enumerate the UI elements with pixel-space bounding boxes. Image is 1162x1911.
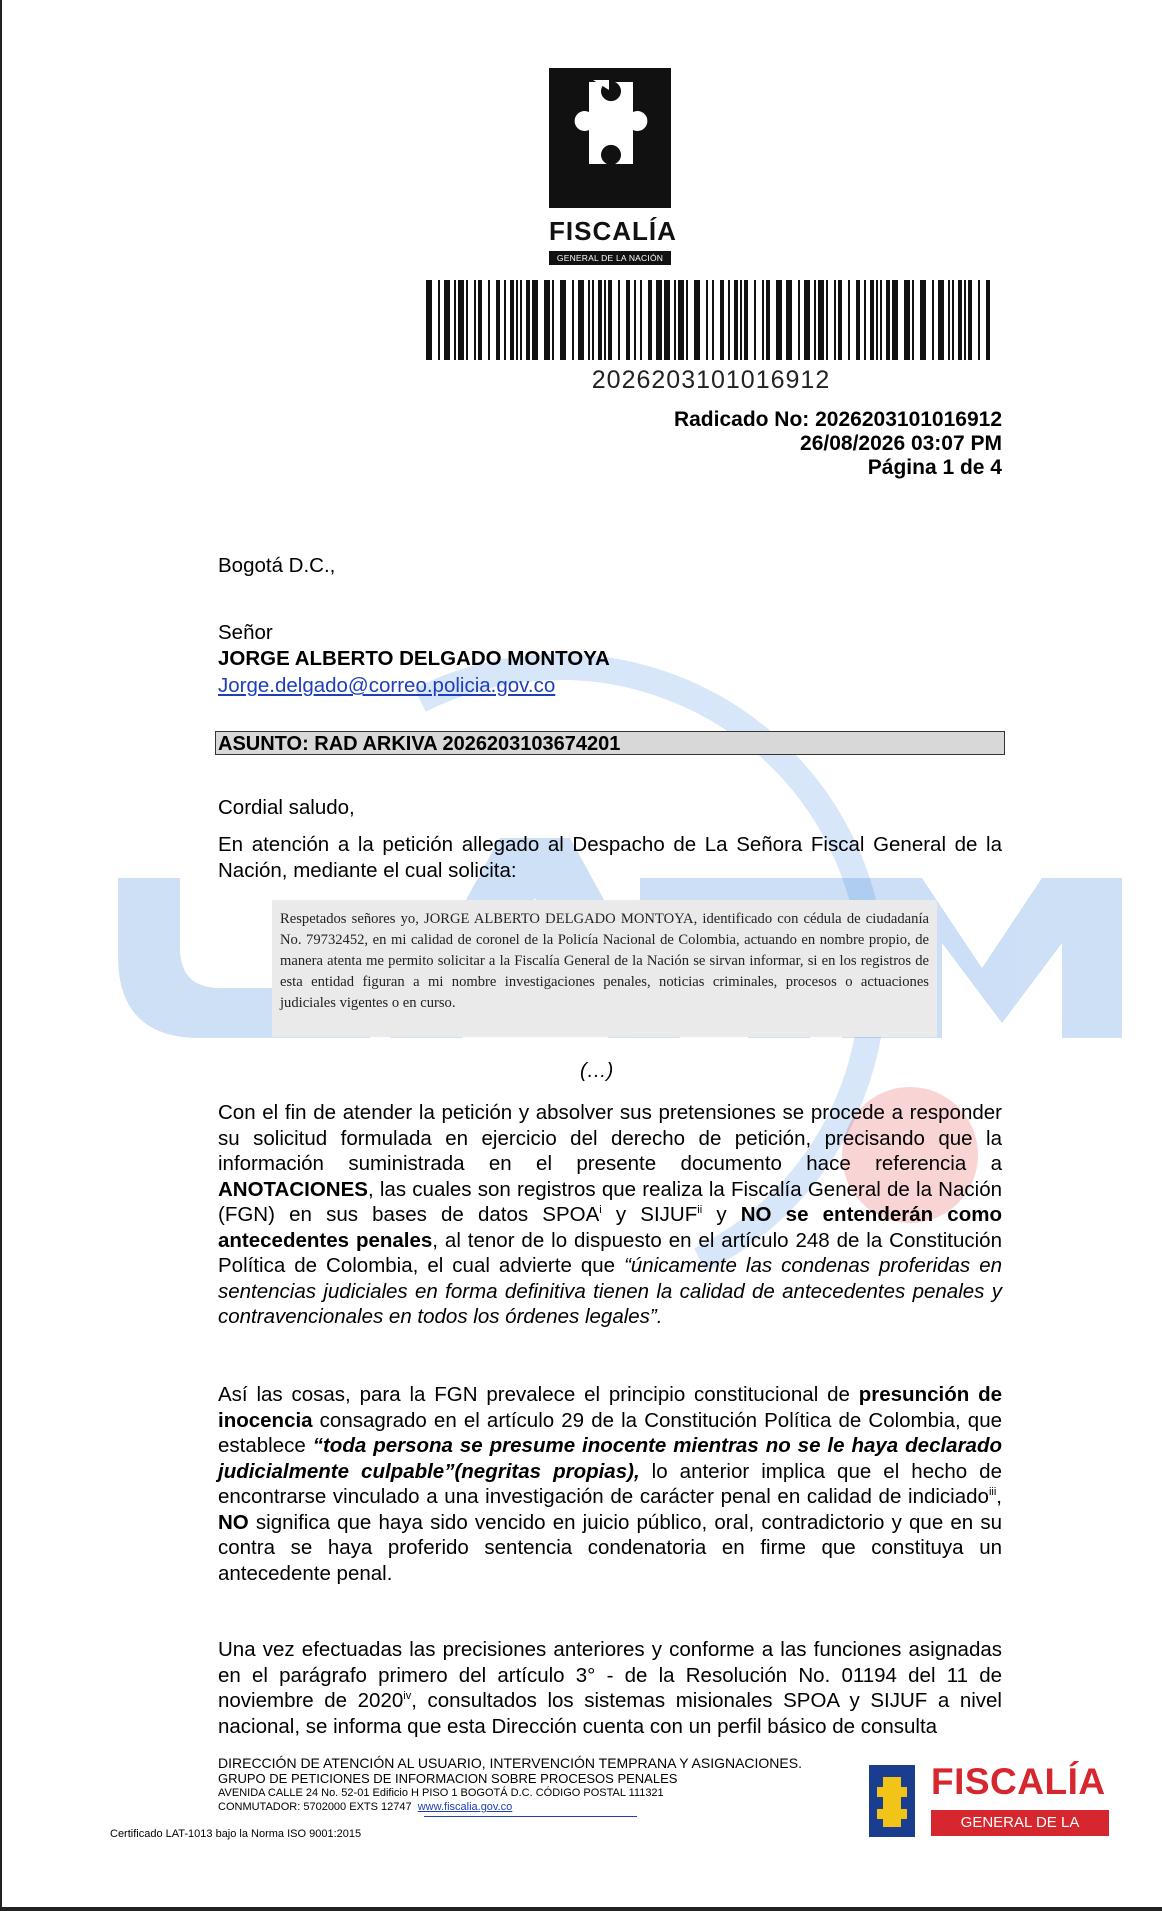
barcode-bar: [986, 280, 990, 360]
p1-no-antecedentes: NO se entenderán como antecedentes penales: [218, 1203, 1002, 1252]
barcode-bar: [604, 280, 606, 360]
footer-grupo: GRUPO DE PETICIONES DE INFORMACION SOBRE PROCESOS PENALES: [218, 1771, 678, 1786]
barcode: [426, 280, 996, 360]
barcode-bar: [834, 280, 836, 360]
colombia-emblem-icon: [869, 1765, 915, 1837]
barcode-bar: [640, 280, 642, 360]
barcode-bar: [826, 280, 828, 360]
barcode-bar: [592, 280, 594, 360]
barcode-bar: [904, 280, 910, 360]
barcode-bar: [786, 280, 792, 360]
barcode-bar: [544, 280, 550, 360]
p2-text-c: consagrado en el artículo 29 de la Constitución Política de Colombia, que establece: [218, 1408, 1002, 1457]
page-indicator: Página 1 de 4: [867, 456, 1002, 479]
barcode-bar: [728, 280, 730, 360]
p1-quote: “únicamente las condenas proferidas en sentencias judiciales en forma definitiva tienen la calidad de antecedentes penales y contravencionales en todos los órdenes legales”.: [218, 1254, 1002, 1328]
barcode-bar: [656, 280, 662, 360]
p2-no: NO: [218, 1510, 249, 1534]
barcode-bar: [856, 280, 860, 360]
p2-quote: “toda persona se presume inocente mientras no se le haya declarado judicialmente culpable”(negritas propias),: [218, 1434, 1003, 1483]
barcode-bar: [920, 280, 926, 360]
logo-subtitle: GENERAL DE LA NACIÓN: [549, 251, 671, 265]
barcode-number: 2026203101016912: [591, 366, 831, 394]
barcode-bar: [426, 280, 432, 360]
barcode-bar: [634, 280, 636, 360]
p1-text-a: Con el fin de atender la petición y absolver sus pretensiones se procede a responder su solicitud formulada en ejercicio del derecho de petición, precisando que la información suministrada en el presente documento hace referencia a: [218, 1101, 1002, 1175]
footer-fiscalia-logo: [869, 1761, 1112, 1857]
p2-text-e: lo anterior implica que el hecho de encontrarse vinculado a una investigación de carácter penal en calidad de indiciado: [218, 1459, 1002, 1508]
footer-website-link[interactable]: www.fiscalia.gov.co: [417, 1801, 513, 1813]
barcode-bar: [744, 280, 748, 360]
barcode-bar: [754, 280, 756, 360]
footer-address: [218, 1755, 868, 1814]
barcode-bar: [516, 280, 518, 360]
barcode-bar: [740, 280, 742, 360]
barcode-bar: [938, 280, 944, 360]
barcode-bar: [978, 280, 980, 360]
barcode-bar: [674, 280, 676, 360]
p1-text-c: , las cuales son registros que realiza la Fiscalía General de la Nación (FGN) en sus bases de datos SPOA: [218, 1177, 1002, 1226]
barcode-bar: [598, 280, 602, 360]
barcode-bar: [818, 280, 824, 360]
barcode-bar: [968, 280, 972, 360]
footer-direccion: DIRECCIÓN DE ATENCIÓN AL USUARIO, INTERVENCIÓN TEMPRANA Y ASIGNACIONES.: [218, 1755, 802, 1771]
barcode-bar: [578, 280, 584, 360]
barcode-bar: [626, 280, 630, 360]
p1-text-e: y: [702, 1203, 741, 1226]
p3-text-a: Una vez efectuadas las precisiones anteriores y conforme a las funciones asignadas en el parágrafo primero del artículo 3° - de la Resolución No. 01194 del 11 de noviembre de 2020: [218, 1638, 1002, 1712]
barcode-bar: [504, 280, 506, 360]
barcode-bar: [932, 280, 934, 360]
logo-title: FISCALÍA: [549, 216, 677, 246]
barcode-bar: [648, 280, 652, 360]
p2-text-a: Así las cosas, para la FGN prevalece el principio constitucional de: [218, 1383, 859, 1406]
barcode-bar: [560, 280, 566, 360]
barcode-bar: [912, 280, 914, 360]
quoted-request: Respetados señores yo, JORGE ALBERTO DELGADO MONTOYA, identificado con cédula de ciudadanía No. 79732452, en mi calidad de coronel de la Policía Nacional de Colombia, actuando en nombre propio, de manera atenta me permito solicitar a la Fiscalía General de la Nación se sirvan informar, si en los registros de esta entidad figuran a mi nombre investigaciones penales, noticias criminales, procesos o actuaciones judiciales vigentes o en curso.: [272, 900, 937, 1037]
puzzle-emblem: [549, 68, 671, 208]
barcode-bar: [664, 280, 670, 360]
barcode-bar: [848, 280, 850, 360]
recipient-name: JORGE ALBERTO DELGADO MONTOYA: [218, 647, 610, 670]
barcode-bar: [496, 280, 500, 360]
barcode-bar: [552, 280, 554, 360]
footer-avenida: AVENIDA CALLE 24 No. 52-01 Edificio H PISO 1 BOGOTÁ D.C. CÓDIGO POSTAL 111321: [218, 1787, 664, 1799]
footnote-ref-iv[interactable]: iv: [403, 1690, 412, 1703]
barcode-bar: [876, 280, 878, 360]
footer-underline: [424, 1816, 637, 1817]
barcode-bar: [886, 280, 890, 360]
greeting: Cordial saludo,: [218, 796, 355, 819]
barcode-bar: [712, 280, 714, 360]
radicado-number: Radicado No: 2026203101016912: [673, 408, 1002, 431]
salutation-title: Señor: [218, 621, 273, 644]
barcode-bar: [952, 280, 954, 360]
barcode-bar: [864, 280, 866, 360]
recipient-email-link[interactable]: Jorge.delgado@correo.policia.gov.co: [218, 674, 556, 697]
barcode-bar: [804, 280, 810, 360]
barcode-bar: [618, 280, 620, 360]
barcode-bar: [608, 280, 612, 360]
footnote-ref-iii[interactable]: iii: [988, 1486, 997, 1499]
barcode-bar: [532, 280, 538, 360]
footer-phone: CONMUTADOR: 5702000 EXTS 12747: [218, 1801, 412, 1813]
barcode-bar: [686, 280, 688, 360]
subject-box: ASUNTO: RAD ARKIVA 202620310367420​1: [215, 731, 1005, 755]
barcode-bar: [588, 280, 590, 360]
footer-logo-subtitle: GENERAL DE LA NACIÓN: [931, 1810, 1109, 1836]
barcode-bar: [488, 280, 490, 360]
p3-text-b: , consultados los sistemas misionales SPOA y SIJUF a nivel nacional, se informa que esta Dirección cuenta con un perfil básico de consulta: [218, 1689, 1002, 1738]
barcode-bar: [814, 280, 816, 360]
radicado-block: [600, 408, 1002, 480]
barcode-bar: [720, 280, 724, 360]
page-edge-bottom: [0, 1907, 1162, 1911]
barcode-bar: [510, 280, 514, 360]
barcode-bar: [798, 280, 800, 360]
paragraph-presuncion: [218, 1382, 1002, 1586]
footer-logo-title: FISCALÍA: [931, 1761, 1106, 1802]
barcode-bar: [706, 280, 708, 360]
p1-text-g: , al tenor de lo dispuesto en el artículo 248 de la Constitución Política de Colombia, el cual advierte que: [218, 1228, 1002, 1277]
barcode-bar: [762, 280, 764, 360]
barcode-bar: [734, 280, 738, 360]
city-date: Bogotá D.C.,: [218, 554, 336, 577]
barcode-bar: [766, 280, 770, 360]
barcode-bar: [694, 280, 700, 360]
fiscalia-logo: [549, 68, 677, 265]
footnote-ref-ii[interactable]: ii: [697, 1204, 703, 1217]
barcode-bar: [474, 280, 476, 360]
barcode-bar: [520, 280, 522, 360]
footnote-ref-i[interactable]: i: [599, 1204, 602, 1217]
barcode-bar: [958, 280, 962, 360]
barcode-bar: [838, 280, 842, 360]
iso-certificate: Certificado LAT-1013 bajo la Norma ISO 9001:2015: [110, 1828, 362, 1840]
p1-text-d: y SIJUF: [601, 1203, 698, 1226]
radicado-datetime: 26/08/2026 03:07 PM: [800, 432, 1002, 455]
intro-paragraph: En atención a la petición allegado al Despacho de La Señora Fiscal General de la Nación, mediante el cual solicita:: [218, 833, 1002, 882]
barcode-bar: [458, 280, 464, 360]
barcode-bar: [466, 280, 468, 360]
ellipsis: (…): [580, 1060, 614, 1082]
paragraph-anotaciones: [218, 1100, 1002, 1330]
p1-anotaciones: ANOTACIONES: [218, 1177, 368, 1201]
barcode-bar: [678, 280, 684, 360]
page-edge-left: [0, 0, 2, 1911]
barcode-bar: [526, 280, 530, 360]
barcode-bar: [478, 280, 482, 360]
footer-conmutador: [218, 1800, 868, 1814]
barcode-bar: [776, 280, 782, 360]
paragraph-consulta: [218, 1637, 1002, 1739]
barcode-bar: [948, 280, 950, 360]
barcode-bar: [454, 280, 456, 360]
p2-presuncion: presunción de inocencia: [218, 1383, 1002, 1432]
barcode-bar: [870, 280, 874, 360]
barcode-bar: [964, 280, 966, 360]
barcode-bar: [892, 280, 898, 360]
p2-text-h: significa que haya sido vencido en juicio público, oral, contradictorio y que en su contra se haya proferido sentencia condenatoria en firme que constituya un antecedente penal.: [218, 1510, 1002, 1585]
barcode-bar: [572, 280, 574, 360]
p2-text-f: ,: [996, 1485, 1002, 1508]
barcode-bar: [880, 280, 882, 360]
barcode-bar: [438, 280, 440, 360]
barcode-bar: [444, 280, 450, 360]
